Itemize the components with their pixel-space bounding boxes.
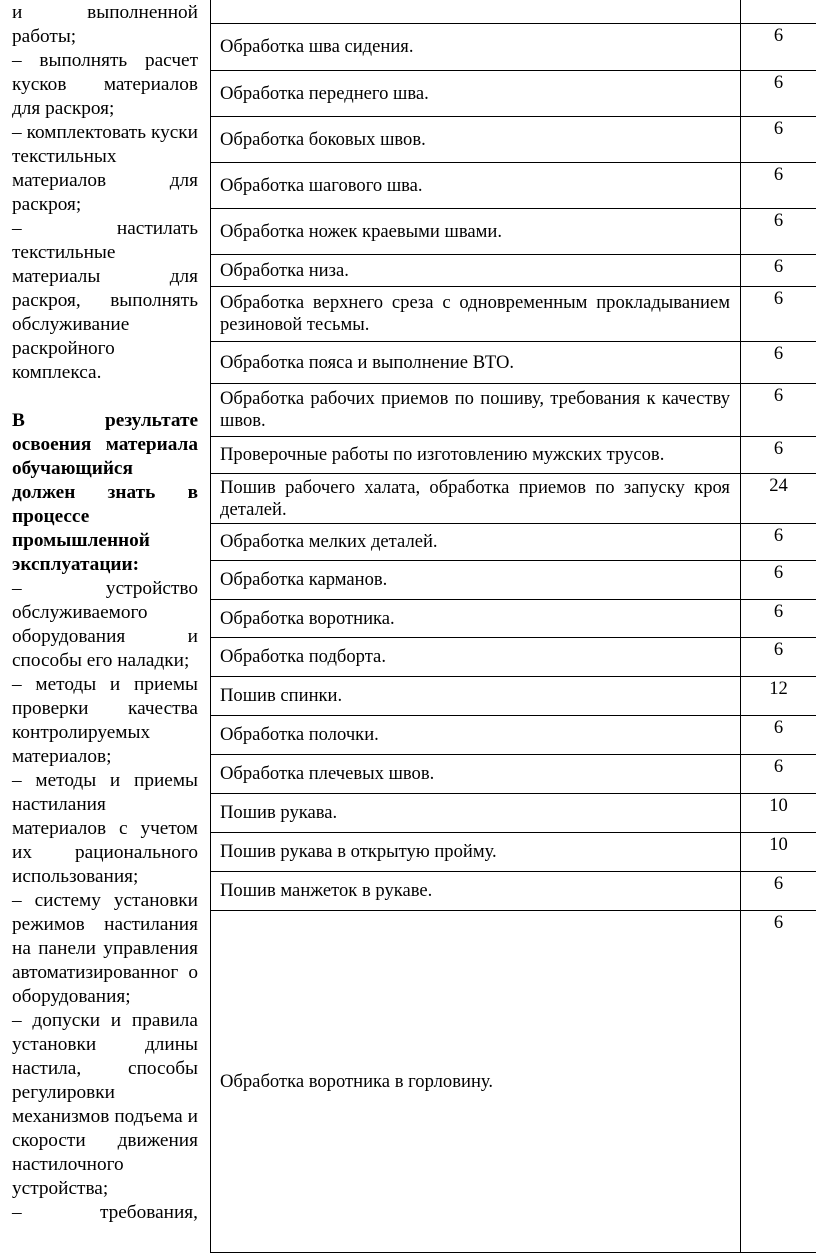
table-row: [211, 117, 816, 163]
topic-name: Обработка воротника в горловину.: [220, 1070, 493, 1092]
topic-hours: 6: [740, 561, 816, 599]
table-row: [211, 911, 816, 1253]
topic-name-cell: [211, 755, 740, 793]
table-row: [211, 474, 816, 524]
topic-hours: 6: [740, 209, 816, 254]
table-row: [211, 437, 816, 474]
topic-name: Пошив рукава в открытую пройму.: [220, 841, 497, 862]
knowledge-text: – методы и приемы проверки качества контролируемых материалов;: [12, 674, 198, 767]
column-divider: [740, 0, 741, 24]
topic-name-cell: [211, 638, 740, 676]
knowledge-text: – требования,: [12, 1202, 198, 1223]
topic-name-cell: [211, 561, 740, 599]
topic-hours: 6: [740, 872, 816, 910]
topic-hours: 6: [740, 437, 816, 473]
table-row: [211, 561, 816, 600]
topic-name-cell: [211, 163, 740, 208]
topic-hours: 6: [740, 755, 816, 793]
table-row: [211, 209, 816, 255]
topic-hours: 6: [740, 287, 816, 341]
skill-text: и выполненной работы;: [12, 2, 198, 47]
knowledge-text: – допуски и правила установки длины настила, способы регулировки механизмов подъема и скорости движения настилочного устройства;: [12, 1010, 198, 1199]
table-row: [211, 342, 816, 384]
topic-hours: 6: [740, 638, 816, 676]
topic-name-cell: [211, 255, 740, 286]
topic-hours: 6: [740, 24, 816, 70]
topic-name-cell: [211, 209, 740, 254]
table-row: [211, 833, 816, 872]
topic-name: Пошив рукава.: [220, 802, 338, 823]
table-row: [211, 71, 816, 117]
topic-name: Обработка боковых швов.: [220, 128, 426, 150]
table-row: [211, 716, 816, 755]
topic-hours: 12: [740, 677, 816, 715]
topic-name-cell: [211, 833, 740, 871]
table-row: [211, 287, 816, 342]
table-row: [211, 600, 816, 638]
knowledge-text: – устройство обслуживаемого оборудования и способы его наладки;: [12, 578, 198, 671]
topic-hours: 6: [740, 524, 816, 560]
knowledge-heading: В результате освоения материала обучающийся должен знать в процессе промышленной эксплуатации:: [12, 410, 198, 575]
topic-name-cell: [211, 677, 740, 715]
topic-hours: 6: [740, 716, 816, 754]
topic-name-cell: [211, 911, 740, 1252]
topic-hours: 6: [740, 384, 816, 436]
topic-name: Обработка шагового шва.: [220, 174, 423, 196]
table-row: [211, 384, 816, 437]
topic-name: Обработка пояса и выполнение ВТО.: [220, 351, 515, 373]
topic-name: Обработка карманов.: [220, 569, 388, 590]
topic-name: Обработка ножек краевыми швами.: [220, 220, 502, 242]
topic-hours: 6: [740, 911, 816, 1252]
topic-hours: 6: [740, 163, 816, 208]
skill-text: – выполнять расчет кусков материалов для раскроя;: [12, 50, 198, 119]
topic-name: Обработка полочки.: [220, 724, 379, 745]
table-row: [211, 255, 816, 287]
topic-name-cell: [211, 437, 740, 473]
topic-hours: 6: [740, 342, 816, 383]
topic-name-cell: [211, 794, 740, 832]
knowledge-text: – методы и приемы настилания материалов с учетом их рационального использования;: [12, 770, 198, 887]
table-row: [211, 872, 816, 911]
topic-name: Обработка воротника.: [220, 607, 395, 629]
table-row: [211, 677, 816, 716]
topic-name-cell: [211, 117, 740, 162]
topic-name: Пошив манжеток в рукаве.: [220, 880, 433, 901]
table-row: [211, 163, 816, 209]
topic-name: Обработка рабочих приемов по пошиву, требования к качеству швов.: [220, 388, 730, 431]
topic-name: Обработка плечевых швов.: [220, 763, 435, 784]
topic-name-cell: [211, 524, 740, 560]
knowledge-text: – систему установки режимов настилания на панели управления автоматизированног о оборудования;: [12, 890, 198, 1007]
topic-name: Пошив спинки.: [220, 685, 343, 706]
topic-name: Обработка верхнего среза с одновременным прокладыванием резиновой тесьмы.: [220, 292, 730, 335]
topic-name: Обработка мелких деталей.: [220, 531, 438, 552]
topic-name: Обработка шва сидения.: [220, 36, 414, 57]
table-row: [211, 524, 816, 561]
topic-name-cell: [211, 342, 740, 383]
topic-name-cell: [211, 384, 740, 436]
topic-name-cell: [211, 716, 740, 754]
topic-hours: 6: [740, 71, 816, 116]
topic-name-cell: [211, 24, 740, 70]
topic-hours: 24: [740, 474, 816, 523]
table-row: [211, 638, 816, 677]
topic-hours: 6: [740, 600, 816, 637]
table-row: [211, 794, 816, 833]
topic-hours: 10: [740, 794, 816, 832]
table-top-row: [211, 0, 816, 24]
topic-name: Обработка низа.: [220, 259, 349, 281]
topic-hours: 6: [740, 255, 816, 286]
topic-name-cell: [211, 71, 740, 116]
table-row: [211, 24, 816, 71]
topic-hours: 6: [740, 117, 816, 162]
topic-name-cell: [211, 872, 740, 910]
topic-hours: 10: [740, 833, 816, 871]
table-row: [211, 755, 816, 794]
topic-name: Обработка переднего шва.: [220, 82, 429, 104]
topic-name: Пошив рабочего халата, обработка приемов по запуску кроя деталей.: [220, 476, 730, 520]
topic-name-cell: [211, 474, 740, 523]
topics-table: [211, 0, 816, 1253]
skill-text: – комплектовать куски текстильных материалов для раскроя;: [12, 122, 198, 215]
competency-column: [0, 0, 211, 1253]
topic-name-cell: [211, 600, 740, 637]
topic-name-cell: [211, 287, 740, 341]
topic-name: Проверочные работы по изготовлению мужских трусов.: [220, 444, 665, 465]
topic-name: Обработка подборта.: [220, 646, 386, 667]
skill-text: – настилать текстильные материалы для раскроя, выполнять обслуживание раскройного комплекса.: [12, 218, 198, 383]
